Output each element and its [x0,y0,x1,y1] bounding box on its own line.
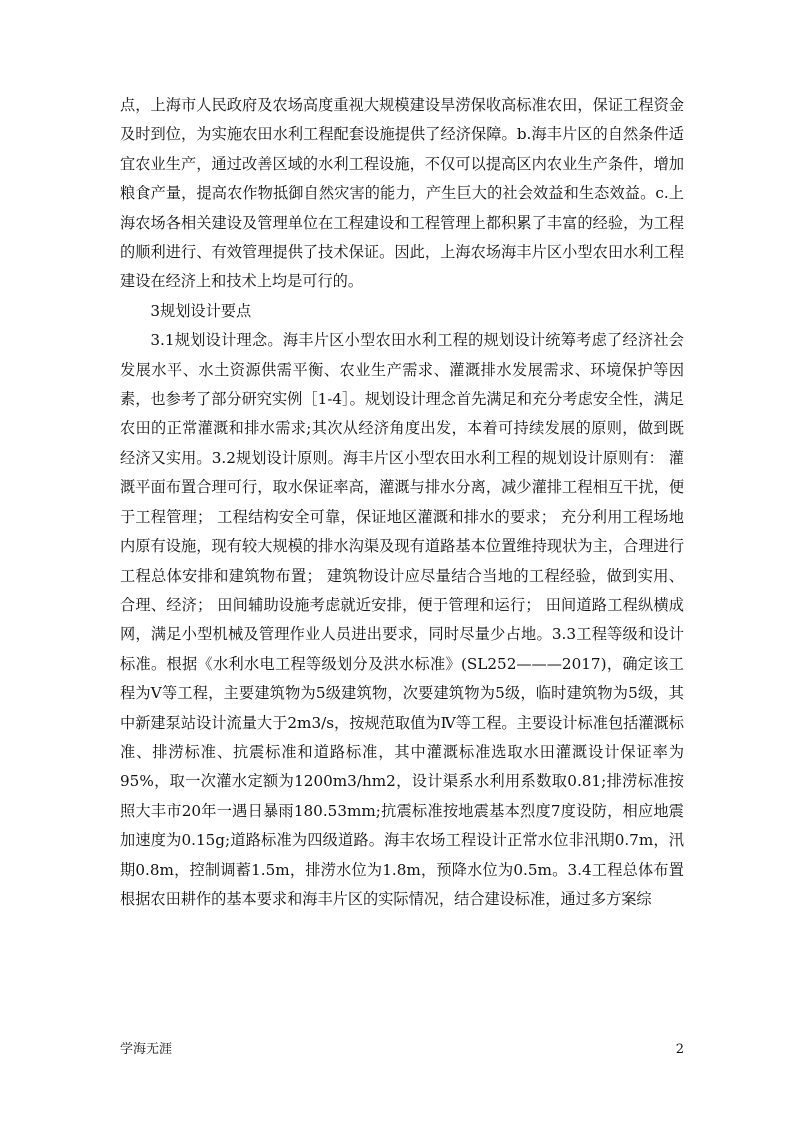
page-number: 2 [675,1042,684,1057]
paragraph-design-concept: 3.1规划设计理念。海丰片区小型农田水利工程的规划设计统筹考虑了经济社会发展水平、水土资源供需平衡、农业生产需求、灌溉排水发展需求、环境保护等因素，也参考了部分研究实例［1-4］。规划设计理念首先满足和充分考虑安全性，满足农田的正常灌溉和排水需求;其次从经济角度出发，本着可持续发展的原则，做到既经济又实用。3.2规划设计原则。海丰片区小型农田水利工程的规划设计原则有： 灌溉平面布置合理可行，取水保证率高，灌溉与排水分离，减少灌排工程相互干扰，便于工程管理； 工程结构安全可靠，保证地区灌溉和排水的要求； 充分利用工程场地内原有设施，现有较大规模的排水沟渠及现有道路基本位置维持现状为主，合理进行工程总体安排和建筑物布置； 建筑物设计应尽量结合当地的工程经验，做到实用、合理、经济； 田间辅助设施考虑就近安排，便于管理和运行； 田间道路工程纵横成网，满足小型机械及管理作业人员进出要求，同时尽量少占地。3.3工程等级和设计标准。根据《水利水电工程等级划分及洪水标准》(SL252———2017)，确定该工程为Ⅴ等工程，主要建筑物为5级建筑物，次要建筑物为5级，临时建筑物为5级，其中新建泵站设计流量大于2m3/s，按规范取值为Ⅳ等工程。主要设计标准包括灌溉标准、排涝标准、抗震标准和道路标准，其中灌溉标准选取水田灌溉设计保证率为95%，取一次灌水定额为1200m3/hm2，设计渠系水利用系数取0.81;排涝标准按照大丰市20年一遇日暴雨180.53mm;抗震标准按地震基本烈度7度设防，相应地震加速度为0.15g;道路标准为四级道路。海丰农场工程设计正常水位非汛期0.7m，汛期0.8m，控制调蓄1.5m，排涝水位为1.8m，预降水位为0.5m。3.4工程总体布置根据农田耕作的基本要求和海丰片区的实际情况，结合建设标准，通过多方案综 [120,331,684,908]
footer-text: 学海无涯 [120,1042,173,1057]
document-body [120,91,684,914]
paragraph-economic-feasibility: 点，上海市人民政府及农场高度重视大规模建设旱涝保收高标准农田，保证工程资金及时到位，为实施农田水利工程配套设施提供了经济保障。b.海丰片区的自然条件适宜农业生产，通过改善区域的水利工程设施，不仅可以提高区内农业生产条件，增加粮食产量，提高农作物抵御自然灾害的能力，产生巨大的社会效益和生态效益。c.上海农场各相关建设及管理单位在工程建设和工程管理上都积累了丰富的经验，为工程的顺利进行、有效管理提供了技术保证。因此，上海农场海丰片区小型农田水利工程建设在经济上和技术上均是可行的。 [120,96,684,291]
section-heading-planning-design: 3规划设计要点 [150,301,252,320]
